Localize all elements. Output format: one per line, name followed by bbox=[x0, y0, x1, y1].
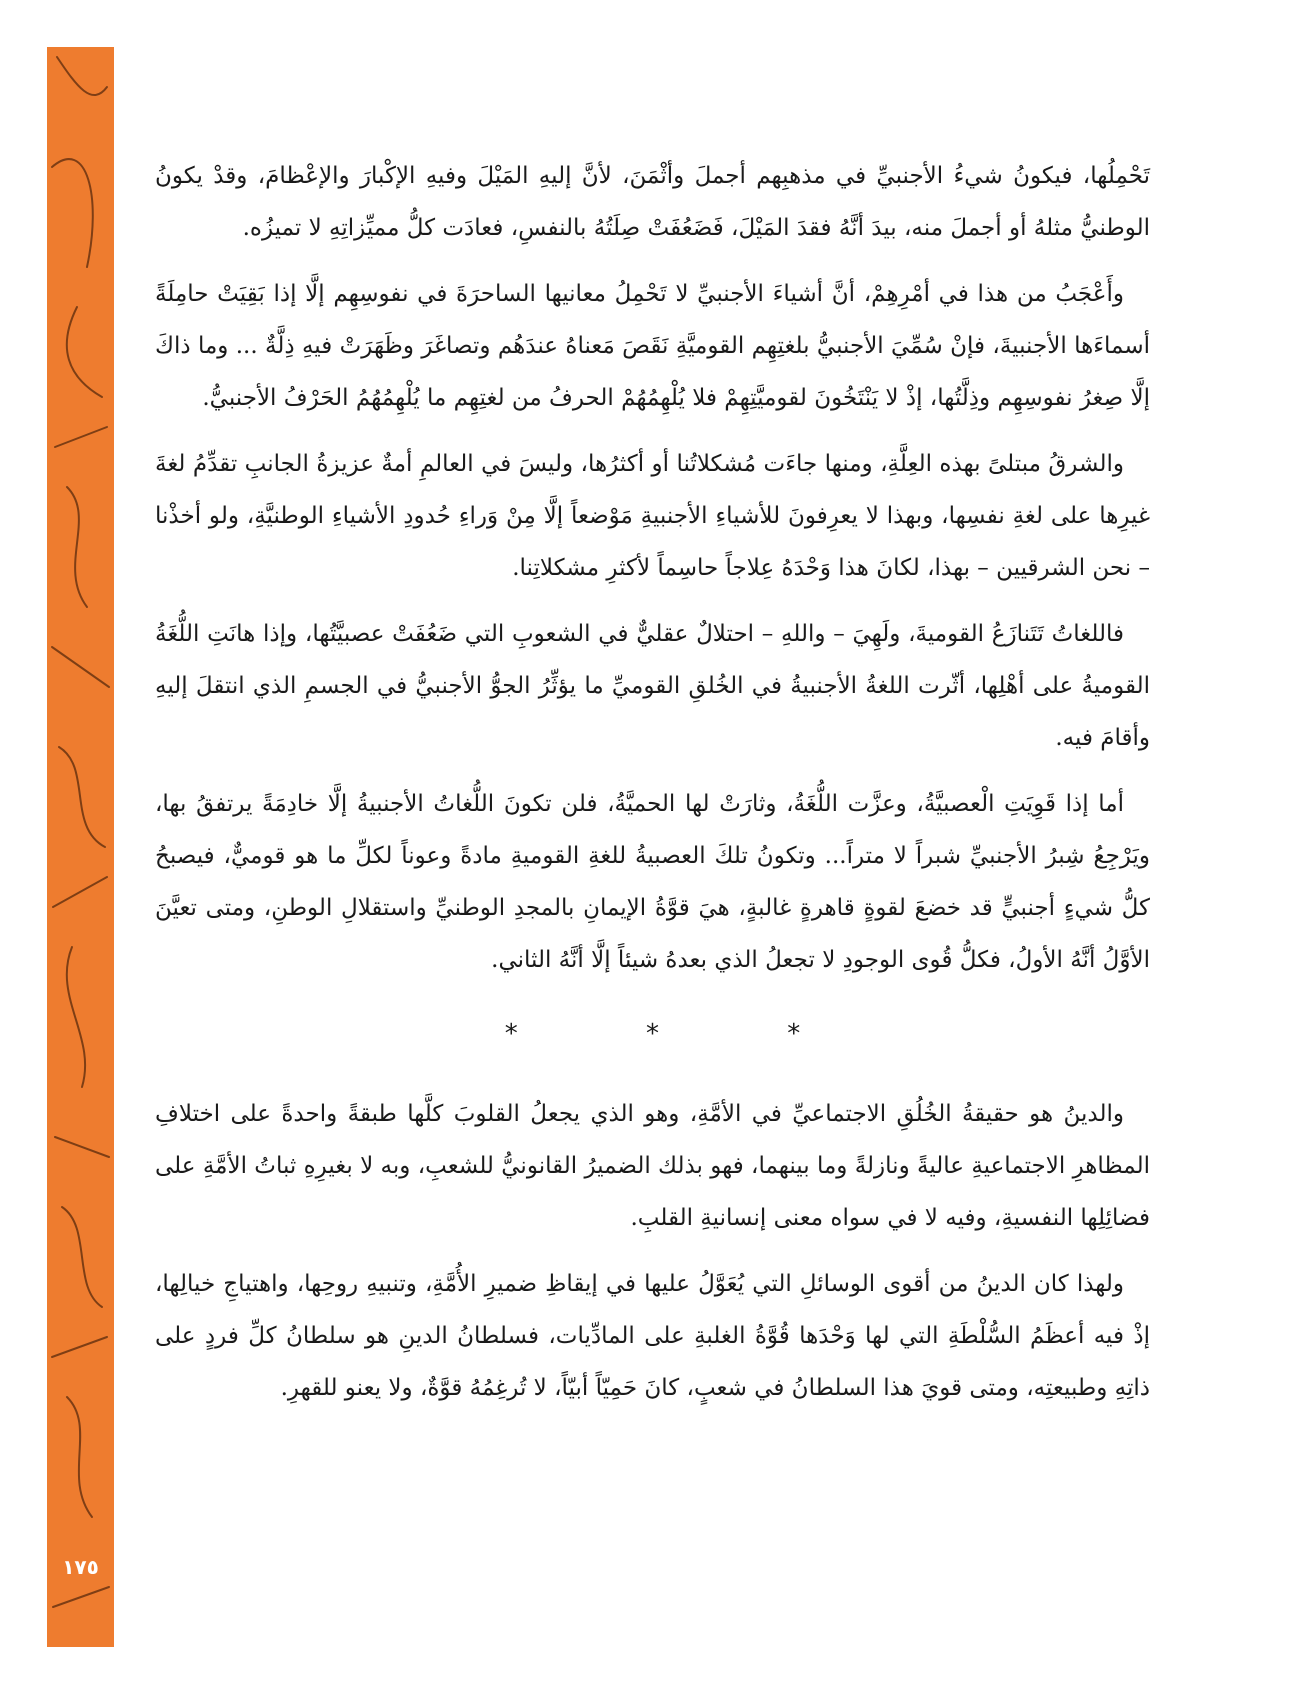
paragraph-1: تَحْمِلُها، فيكونُ شيءُ الأجنبيِّ في مذهبِهم أجملَ وأثْمَنَ، لأنَّ إليهِ المَيْلَ وفيهِ الإكْبارَ والإعْظامَ، وقدْ يكونُ الوطنيُّ مثلهُ أو أجملَ منه، بيدَ أنَّهُ فقدَ المَيْلَ، فَضَعُفَتْ صِلَتُهُ بالنفسِ، فعادَت كلُّ مميِّزاتِهِ لا تميزُه. bbox=[155, 163, 1151, 241]
side-band-pattern bbox=[47, 47, 114, 1647]
paragraph-4: فاللغاتُ تَتَنازَعُ القوميةَ، ولَهِيَ – واللهِ – احتلالٌ عقليٌّ في الشعوبِ التي ضَعُفَتْ عصبيَّتُها، وإذا هانَتِ اللُّغَةُ القوميةُ على أهْلِها، أثّرت اللغةُ الأجنبيةُ في الخُلقِ القوميِّ ما يؤثِّرُ الجوُّ الأجنبيُّ في الجسمِ الذي انتقلَ إليهِ وأقامَ فيه. bbox=[155, 621, 1150, 751]
paragraph-6: والدينُ هو حقيقةُ الخُلُقِ الاجتماعيِّ في الأمَّةِ، وهو الذي يجعلُ القلوبَ كلَّها طبقةً واحدةً على اختلافِ المظاهرِ الاجتماعيةِ عاليةً ونازلةً وما بينهما، فهو بذلك الضميرُ القانونيُّ للشعبِ، وبه لا بغيرِهِ ثباتُ الأمَّةِ على فضائِلِها النفسيةِ، وفيه لا في سواه معنى إنسانيةِ القلبِ. bbox=[155, 1101, 1150, 1231]
paragraph-3: والشرقُ مبتلىً بهذه العِلَّةِ، ومنها جاءَت مُشكلاتُنا أو أكثرُها، وليسَ في العالمِ أمةٌ عزيزةُ الجانبِ تقدِّمُ لغةَ غيرِها على لغةِ نفسِها، وبهذا لا يعرِفونَ للأشياءِ الأجنبيةِ مَوْضعاً إلَّا مِنْ وَراءِ حُدودِ الأشياءِ الوطنيَّةِ، ولو أخذْنا – نحن الشرقيين – بهذا، لكانَ هذا وَحْدَهُ عِلاجاً حاسِماً لأكثرِ مشكلاتِنا. bbox=[155, 451, 1150, 581]
decorative-side-band bbox=[47, 47, 114, 1647]
page-number: ١٧٥ bbox=[62, 1555, 99, 1579]
paragraph-5: أما إذا قَوِيَتِ الْعصبيَّةُ، وعزَّت اللُّغَةُ، وثارَتْ لها الحميَّةُ، فلن تكونَ اللُّغاتُ الأجنبيةُ إلَّا خادِمَةً يرتفقُ بها، ويَرْجِعُ شِبرُ الأجنبيِّ شبراً لا متراً... وتكونُ تلكَ العصبيةُ للغةِ القوميةِ مادةً وعوناً لكلِّ ما هو قوميٌّ، فيصبحُ كلُّ شيءٍ أجنبيٍّ قد خضعَ لقوةٍ قاهرةٍ غالبةٍ، هيَ قوَّةُ الإيمانِ بالمجدِ الوطنيِّ واستقلالِ الوطنِ، ومتى تعيَّنَ الأوَّلُ أنَّهُ الأولُ، فكلُّ قُوى الوجودِ لا تجعلُ الذي بعدهُ شيئاً إلَّا أنَّهُ الثاني. bbox=[155, 791, 1150, 973]
paragraph-7: ولهذا كان الدينُ من أقوى الوسائلِ التي يُعَوَّلُ عليها في إيقاظِ ضميرِ الأُمَّةِ، وتنبيهِ روحِها، واهتياجِ خيالِها، إذْ فيه أعظَمُ السُّلْطَةِ التي لها وَحْدَها قُوَّةُ الغلبةِ على المادِّيات، فسلطانُ الدينِ هو سلطانُ كلِّ فردٍ على ذاتِهِ وطبيعتِه، ومتى قويَ هذا السلطانُ في شعبٍ، كانَ حَمِيّاً أبيّاً، لا تُرغِمُهُ قوَّةٌ، ولا يعنو للقهرِ. bbox=[155, 1271, 1150, 1401]
paragraph-2: وأَعْجَبُ من هذا في أمْرِهِمْ، أنَّ أشياءَ الأجنبيِّ لا تَحْمِلُ معانيها الساحرَةَ في نفوسِهِم إلَّا إذا بَقِيَتْ حامِلَةً أسماءَها الأجنبيةَ، فإنْ سُمِّيَ الأجنبيُّ بلغتِهِم القوميَّةِ نَقَصَ مَعناهُ عندَهُم وتصاغَرَ وظَهَرَتْ فيهِ ذِلَّةٌ ... وما ذاكَ إلَّا صِغرُ نفوسِهِم وذِلَّتُها، إذْ لا يَنْتَخُونَ لقوميَّتِهِمْ فلا يُلْهِمُهُمْ الحرفُ من لغتِهِم ما يُلْهِمُهُمُ الحَرْفُ الأجنبيُّ. bbox=[155, 281, 1150, 411]
page-body bbox=[155, 150, 1150, 1428]
section-separator: * * * bbox=[504, 1019, 861, 1049]
